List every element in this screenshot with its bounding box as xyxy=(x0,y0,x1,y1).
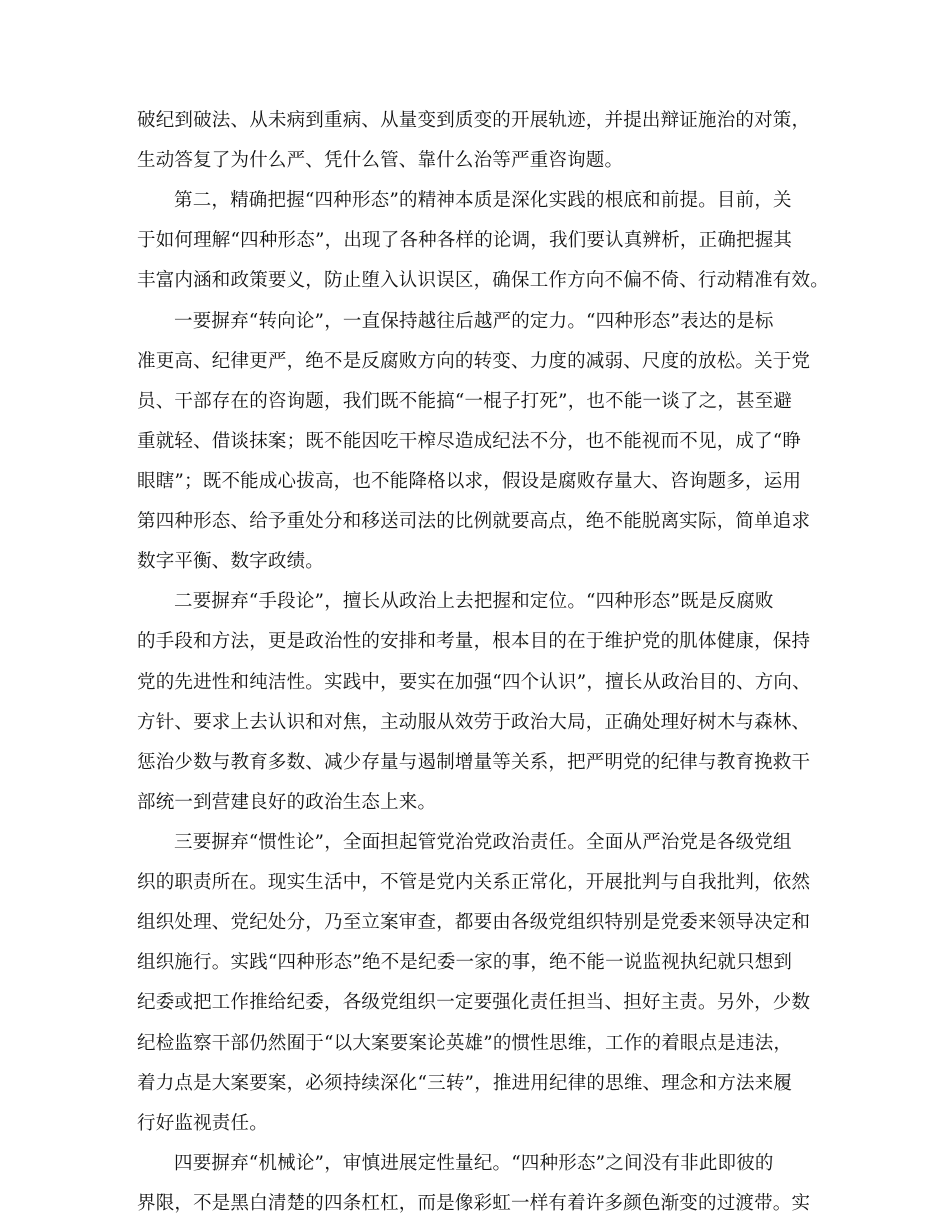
text-line: 一要摒弃“转向论”，一直保持越往后越严的定力。“四种形态”表达的是标 xyxy=(174,310,774,332)
text-line: 纪检监察干部仍然囿于“以大案要案论英雄”的惯性思维，工作的着眼点是违法， xyxy=(137,1032,793,1054)
text-line: 二要摒弃“手段论”，擅长从政治上去把握和定位。“四种形态”既是反腐败 xyxy=(174,591,774,613)
text-line: 第二，精确把握“四种形态”的精神本质是深化实践的根底和前提。目前，关 xyxy=(174,190,792,212)
text-line: 界限，不是黑白清楚的四条杠杠，而是像彩虹一样有着许多颜色渐变的过渡带。实 xyxy=(137,1193,811,1214)
text-line: 四要摒弃“机械论”，审慎进展定性量纪。“四种形态”之间没有非此即彼的 xyxy=(174,1152,774,1174)
text-line: 三要摒弃“惯性论”，全面担起管党治党政治责任。全面从严治党是各级党组 xyxy=(174,832,792,853)
text-line: 组织处理、党纪处分，乃至立案审查，都要由各级党组织特别是党委来领导决定和 xyxy=(137,912,811,934)
text-line: 重就轻、借谈抹案；既不能因吃干榨尽造成纪法不分，也不能视而不见，成了“睁 xyxy=(137,430,802,452)
text-line: 第四种形态、给予重处分和移送司法的比例就要高点，绝不能脱离实际，简单追求 xyxy=(137,511,811,533)
text-line: 眼瞎”；既不能成心拔高，也不能降格以求，假设是腐败存量大、咨询题多，运用 xyxy=(137,471,802,492)
text-line: 丰富内涵和政策要义，防止堕入认识误区，确保工作方向不偏不倚、行动精准有效。 xyxy=(137,270,829,292)
text-line: 组织施行。实践“四种形态”绝不是纪委一家的事，绝不能一说监视执纪就只想到 xyxy=(137,952,793,974)
text-line: 准更高、纪律更严，绝不是反腐败方向的转变、力度的减弱、尺度的放松。关于党 xyxy=(137,350,811,372)
text-line: 惩治少数与教育多数、减少存量与遏制增量等关系，把严明党的纪律与教育挽救干 xyxy=(137,751,811,773)
text-line: 数字平衡、数字政绩。 xyxy=(137,551,325,573)
text-line: 破纪到破法、从未病到重病、从量变到质变的开展轨迹，并提出辩证施治的对策， xyxy=(137,110,811,131)
text-line: 于如何理解“四种形态”，出现了各种各样的论调，我们要认真辨析，正确把握其 xyxy=(137,230,793,252)
text-line: 部统一到营建良好的政治生态上来。 xyxy=(137,791,437,813)
text-line: 生动答复了为什么严、凭什么管、靠什么治等严重咨询题。 xyxy=(137,150,624,172)
text-line: 织的职责所在。现实生活中，不管是党内关系正常化，开展批判与自我批判，依然 xyxy=(137,872,811,894)
text-line: 的手段和方法，更是政治性的安排和考量，根本目的在于维护党的肌体健康，保持 xyxy=(137,631,811,653)
text-line: 着力点是大案要案，必须持续深化“三转”，推进用纪律的思维、理念和方法来履 xyxy=(137,1072,793,1094)
text-line: 行好监视责任。 xyxy=(137,1112,268,1134)
text-line: 纪委或把工作推给纪委，各级党组织一定要强化责任担当、担好主责。另外，少数 xyxy=(137,992,811,1014)
text-line: 党的先进性和纯洁性。实践中，要实在加强“四个认识”，擅长从政治目的、方向、 xyxy=(137,671,811,693)
text-line: 方针、要求上去认识和对焦，主动服从效劳于政治大局，正确处理好树木与森林、 xyxy=(137,711,811,733)
text-line: 员、干部存在的咨询题，我们既不能搞“一棍子打死”，也不能一谈了之，甚至避 xyxy=(137,390,793,412)
